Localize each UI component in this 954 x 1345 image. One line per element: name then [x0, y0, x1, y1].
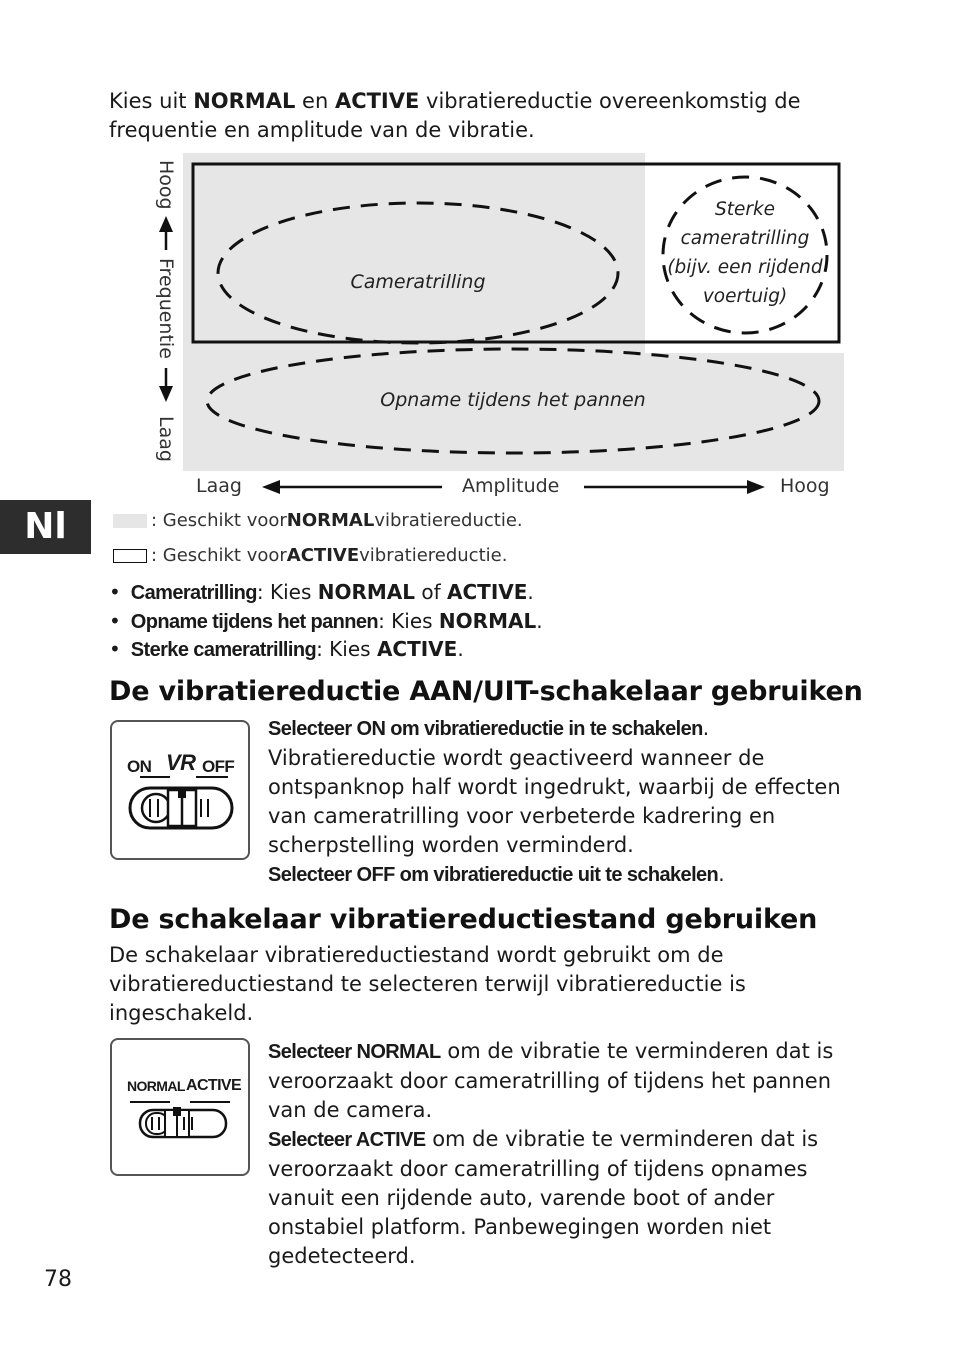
- panning-label: Opname tijdens het pannen: [380, 389, 646, 411]
- vibration-diagram: [0, 0, 954, 520]
- intro-paragraph: Kies uit NORMAL en ACTIVE vibratiereductie overeenkomstig de frequentie en amplitude van de vibratie.: [109, 89, 801, 142]
- y-axis-low-label: Laag: [155, 416, 177, 462]
- section1-heading: De vibratiereductie AAN/UIT-schakelaar gebruiken: [109, 676, 863, 707]
- vr-mode-switch-illustration: [110, 1038, 250, 1176]
- section2-text: [268, 1037, 848, 1271]
- y-arrow-up-icon: [159, 216, 173, 232]
- switch-normal-label: NORMAL: [127, 1078, 185, 1094]
- x-axis-high-label: Hoog: [780, 475, 830, 497]
- page-number: 78: [44, 1267, 72, 1292]
- vr-mode-switch-graphic: [112, 1040, 248, 1174]
- list-item: • Cameratrilling: Kies NORMAL of ACTIVE.: [109, 578, 543, 607]
- section2-intro: De schakelaar vibratiereductiestand wordt gebruikt om de vibratiereductiestand te selecteren terwijl vibratiereductie is ingeschakeld.: [109, 943, 746, 1025]
- x-arrow-right-icon: [747, 480, 765, 494]
- section2-heading: De schakelaar vibratiereductiestand gebruiken: [109, 904, 818, 935]
- active-swatch: [113, 549, 147, 563]
- switch-vr-label: VR: [166, 750, 196, 775]
- y-axis-title: Frequentie: [155, 258, 177, 359]
- select-normal-paragraph: Selecteer NORMAL om de vibratie te verminderen dat is veroorzaakt door cameratrilling of tijdens het pannen van de camera.: [268, 1039, 834, 1122]
- select-off-instruction: Selecteer OFF om vibratiereductie uit te schakelen: [268, 864, 719, 886]
- vr-switch-illustration: [110, 720, 250, 860]
- camera-shake-label: Cameratrilling: [350, 271, 486, 293]
- switch-off-label: OFF: [202, 757, 235, 776]
- select-on-instruction: Selecteer ON om vibratiereductie in te schakelen: [268, 718, 703, 740]
- normal-mode-text: NORMAL: [193, 89, 296, 113]
- select-active-paragraph: Selecteer ACTIVE om de vibratie te verminderen dat is veroorzaakt door cameratrilling of tijdens opnames vanuit een rijdende auto, varende boot of ander onstabiel platform. Panbewegingen worden niet gedetecteerd.: [268, 1127, 819, 1268]
- legend-active: : Geschikt voor ACTIVE vibratiereductie.: [113, 545, 507, 566]
- x-axis-low-label: Laag: [196, 475, 242, 497]
- y-axis-high-label: Hoog: [155, 160, 177, 210]
- language-tab: Nl: [0, 500, 91, 554]
- active-mode-text: ACTIVE: [334, 89, 420, 113]
- x-axis-title: Amplitude: [462, 475, 560, 497]
- normal-swatch: [113, 514, 147, 528]
- list-item: • Sterke cameratrilling: Kies ACTIVE.: [109, 635, 543, 664]
- x-arrow-left-icon: [262, 480, 280, 494]
- legend-normal: : Geschikt voor NORMAL vibratiereductie.: [113, 510, 523, 531]
- switch-active-label: ACTIVE: [186, 1077, 242, 1094]
- recommendation-list: [109, 578, 543, 664]
- section1-body: Vibratiereductie wordt geactiveerd wanneer de ontspanknop half wordt ingedrukt, waarbij de effecten van cameratrilling voor verbeterde kadrering en scherpstelling worden verminderd.: [268, 746, 841, 857]
- vr-switch-graphic: [112, 722, 248, 858]
- list-item: • Opname tijdens het pannen: Kies NORMAL.: [109, 607, 543, 636]
- y-arrow-down-icon: [159, 386, 173, 402]
- section1-text: Selecteer ON om vibratiereductie in te schakelen. Vibratiereductie wordt geactiveerd wanneer de ontspanknop half wordt ingedrukt, waarbij de effecten van cameratrilling voor verbeterde kadrering en scherpstelling worden verminderd. Selecteer OFF om vibratiereductie uit te schakelen.: [268, 714, 848, 890]
- switch-on-label: ON: [127, 757, 152, 776]
- strong-shake-label: Sterke cameratrilling (bijv. een rijdend voertuig): [667, 199, 823, 307]
